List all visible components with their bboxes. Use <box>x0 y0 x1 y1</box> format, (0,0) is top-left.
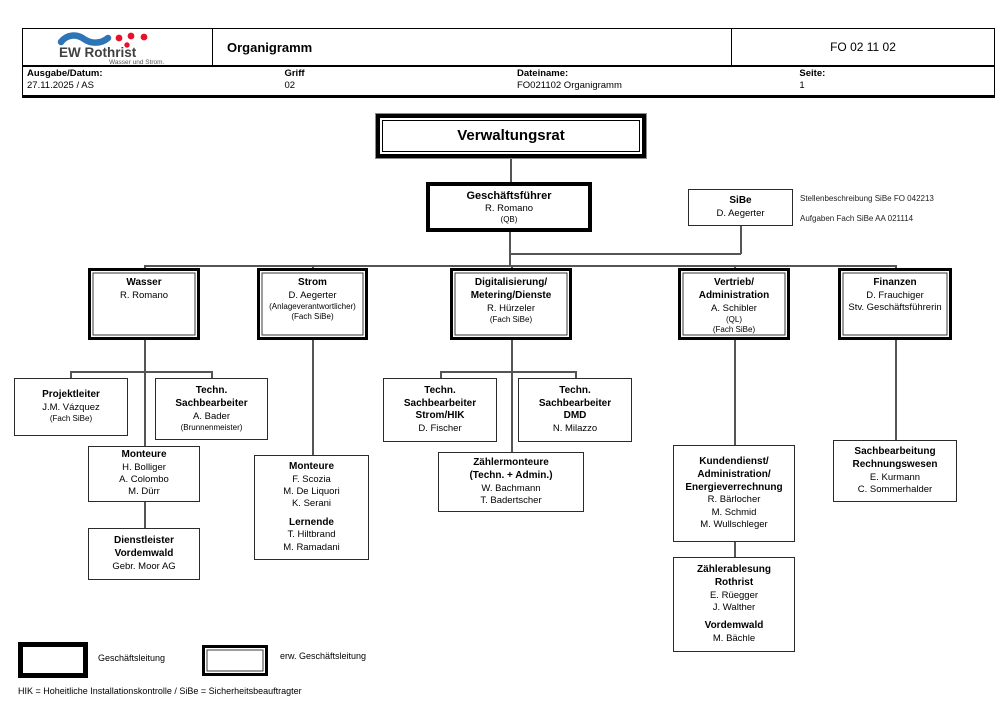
box-person: M. Ramadani <box>283 541 340 553</box>
box-title: Vordemwald <box>704 619 764 631</box>
meta-griff <box>280 68 513 93</box>
box-title: Techn. <box>195 384 228 396</box>
connector-wasser-split <box>70 371 212 373</box>
meta-value: FO021102 Organigramm <box>516 80 622 92</box>
box-title: Sachbearbeiter <box>538 397 612 409</box>
meta-seite <box>795 68 994 93</box>
box-note: (Fach SiBe) <box>49 414 93 424</box>
box-techn-sachbearbeiter-wasser <box>155 378 268 440</box>
box-dept-strom <box>257 268 368 340</box>
meta-ausgabe-datum <box>23 68 280 93</box>
box-title: Wasser <box>126 277 162 288</box>
box-person: C. Sommerhalder <box>857 483 933 495</box>
box-title: Digitalisierung/ <box>474 277 548 288</box>
box-projektleiter <box>14 378 128 436</box>
box-person: E. Kurmann <box>869 471 921 483</box>
box-title: Administration/ <box>697 468 771 480</box>
box-person: E. Rüegger <box>709 589 759 601</box>
box-title: Finanzen <box>873 277 917 288</box>
box-person: M. Schmid <box>711 506 757 518</box>
box-person: W. Bachmann <box>481 482 541 494</box>
box-ts-dmd <box>518 378 632 442</box>
connector-kundendienst-zaehlerablesung <box>734 542 736 557</box>
box-title: Sachbearbeitung <box>854 446 936 458</box>
legend-box-erw-geschaeftsleitung <box>202 645 268 676</box>
box-person: M. De Liquori <box>283 486 340 498</box>
box-sibe <box>688 189 793 226</box>
box-person: R. Romano <box>119 289 169 301</box>
box-note: (Anlageverantwortlicher) <box>269 301 356 311</box>
box-title: Projektleiter <box>42 389 100 401</box>
box-person: R. Bärlocher <box>707 494 761 506</box>
abbreviation-footnote: HIK = Hoheitliche Installationskontrolle / SiBe = Sicherheitsbeauftragter <box>18 686 302 696</box>
box-title: Monteure <box>289 461 334 473</box>
meta-label: Griff <box>284 68 305 79</box>
box-title: Kundendienst/ <box>699 456 769 468</box>
box-note: Stv. Geschäftsführerin <box>848 301 942 313</box>
box-title: Techn. <box>559 384 591 396</box>
box-person: A. Schibler <box>711 302 757 314</box>
box-person: M. Bächle <box>712 632 756 644</box>
meta-value: 1 <box>799 80 805 92</box>
document-header <box>22 28 995 98</box>
meta-label: Dateiname: <box>516 68 569 79</box>
box-title: DMD <box>563 410 587 422</box>
box-title: Sachbearbeiter <box>175 397 248 409</box>
header-row-2 <box>22 66 995 98</box>
meta-dateiname <box>513 68 795 93</box>
box-note: (Brunnenmeister) <box>180 422 243 432</box>
box-dept-finanzen <box>838 268 952 340</box>
box-ts-strom-hik <box>383 378 497 442</box>
box-person: R. Romano <box>484 202 534 214</box>
sibe-annotation-1: Stellenbeschreibung SiBe FO 042213 <box>800 194 934 203</box>
box-title: Metering/Dienste <box>470 289 552 301</box>
box-geschaeftsfuehrer <box>426 182 592 232</box>
box-title: Monteure <box>121 449 167 461</box>
box-title: Strom <box>298 277 327 288</box>
box-note: (QB) <box>500 214 518 224</box>
legend-label-geschaeftsleitung: Geschäftsleitung <box>98 653 166 663</box>
box-title: (Techn. + Admin.) <box>469 469 553 481</box>
box-title: Strom/HIK <box>415 410 465 422</box>
box-person: T. Hiltbrand <box>287 529 336 541</box>
box-title: Geschäftsführer <box>466 189 552 202</box>
document-title: Organigramm <box>213 29 732 65</box>
connector-finanzen-down <box>895 340 897 440</box>
connector-root-gf <box>510 158 512 182</box>
box-title: Rothrist <box>714 576 754 588</box>
box-title: Rechnungswesen <box>852 458 938 470</box>
box-title: SiBe <box>729 195 752 207</box>
logo-tagline: Wasser und Strom. <box>109 59 165 66</box>
box-person: J. Walther <box>712 601 756 613</box>
box-title: Techn. <box>424 384 456 396</box>
connector-wasser-down <box>144 340 146 446</box>
connector-digital-down <box>511 340 513 452</box>
box-title: Dienstleister <box>113 535 175 547</box>
document-code: FO 02 11 02 <box>830 40 896 54</box>
box-title: Zählerablesung <box>697 564 771 576</box>
box-person: D. Aegerter <box>288 289 337 301</box>
box-title: Vordemwald <box>114 547 174 559</box>
connector-main-horizontal <box>144 265 895 267</box>
box-title: Administration <box>698 289 770 301</box>
meta-value: 02 <box>284 80 296 92</box>
box-sachbearbeitung-rechnungswesen <box>833 440 957 502</box>
header-row-1 <box>22 28 995 66</box>
box-zaehlermonteure <box>438 452 584 512</box>
box-person: D. Aegerter <box>716 207 765 219</box>
logo-name: EW Rothrist <box>59 45 137 60</box>
box-note: (Fach SiBe) <box>489 314 533 324</box>
legend-label-erw-geschaeftsleitung: erw. Geschäftsleitung <box>280 651 367 661</box>
box-person: N. Milazzo <box>552 423 598 435</box>
box-dienstleister-vordemwald <box>88 528 200 580</box>
box-verwaltungsrat <box>376 114 646 158</box>
box-zaehlerablesung <box>673 557 795 652</box>
box-person: M. Dürr <box>128 486 160 498</box>
sibe-annotation-2: Aufgaben Fach SiBe AA 021114 <box>800 214 914 223</box>
connector-strom-down <box>312 340 314 455</box>
box-person: D. Fischer <box>418 423 462 435</box>
connector-drop-ts-wasser <box>211 371 213 378</box>
connector-gf-main <box>509 232 511 266</box>
box-title: Verwaltungsrat <box>457 127 565 145</box>
box-title: Lernende <box>288 516 334 528</box>
meta-label: Ausgabe/Datum: <box>27 68 103 79</box>
box-person: A. Bader <box>193 410 230 422</box>
box-person: R. Hürzeler <box>486 302 536 314</box>
meta-value: 27.11.2025 / AS <box>27 80 94 92</box>
box-title: Sachbearbeiter <box>403 397 477 409</box>
box-kundendienst <box>673 445 795 542</box>
box-monteure-strom <box>254 455 369 560</box>
box-title: Energieverrechnung <box>685 481 783 493</box>
box-title: Vertrieb/ <box>713 277 755 288</box>
box-person: D. Frauchiger <box>866 289 924 301</box>
connector-sibe-vertical <box>740 226 742 254</box>
box-person: Gebr. Moor AG <box>112 560 176 572</box>
box-title: Zählermonteure <box>473 457 549 469</box>
connector-monteure-dienstleister <box>144 502 146 528</box>
box-person: T. Badertscher <box>480 494 542 506</box>
box-note: (Fach SiBe) <box>712 325 756 335</box>
legend-box-geschaeftsleitung <box>18 642 88 678</box>
box-dept-wasser <box>88 268 200 340</box>
box-person: H. Bolliger <box>122 462 166 474</box>
logo-cell <box>23 29 213 65</box>
box-monteure-wasser <box>88 446 200 502</box>
connector-drop-projektleiter <box>70 371 72 378</box>
connector-drop-ts-strom-hik <box>440 371 442 378</box>
box-person: K. Serani <box>291 498 332 510</box>
box-note: (Fach SiBe) <box>291 312 334 322</box>
box-dept-digitalisierung <box>450 268 572 340</box>
box-dept-vertrieb <box>678 268 790 340</box>
box-person: J.M. Vázquez <box>42 402 100 414</box>
box-person: F. Scozia <box>292 474 331 486</box>
box-note: (QL) <box>726 314 742 324</box>
connector-vertrieb-down <box>734 340 736 445</box>
connector-digital-split <box>440 371 575 373</box>
connector-drop-ts-dmd <box>575 371 577 378</box>
meta-label: Seite: <box>799 68 826 79</box>
connector-sibe-horizontal <box>509 253 741 255</box>
box-person: M. Wullschleger <box>700 518 768 530</box>
box-person: A. Colombo <box>119 474 169 486</box>
